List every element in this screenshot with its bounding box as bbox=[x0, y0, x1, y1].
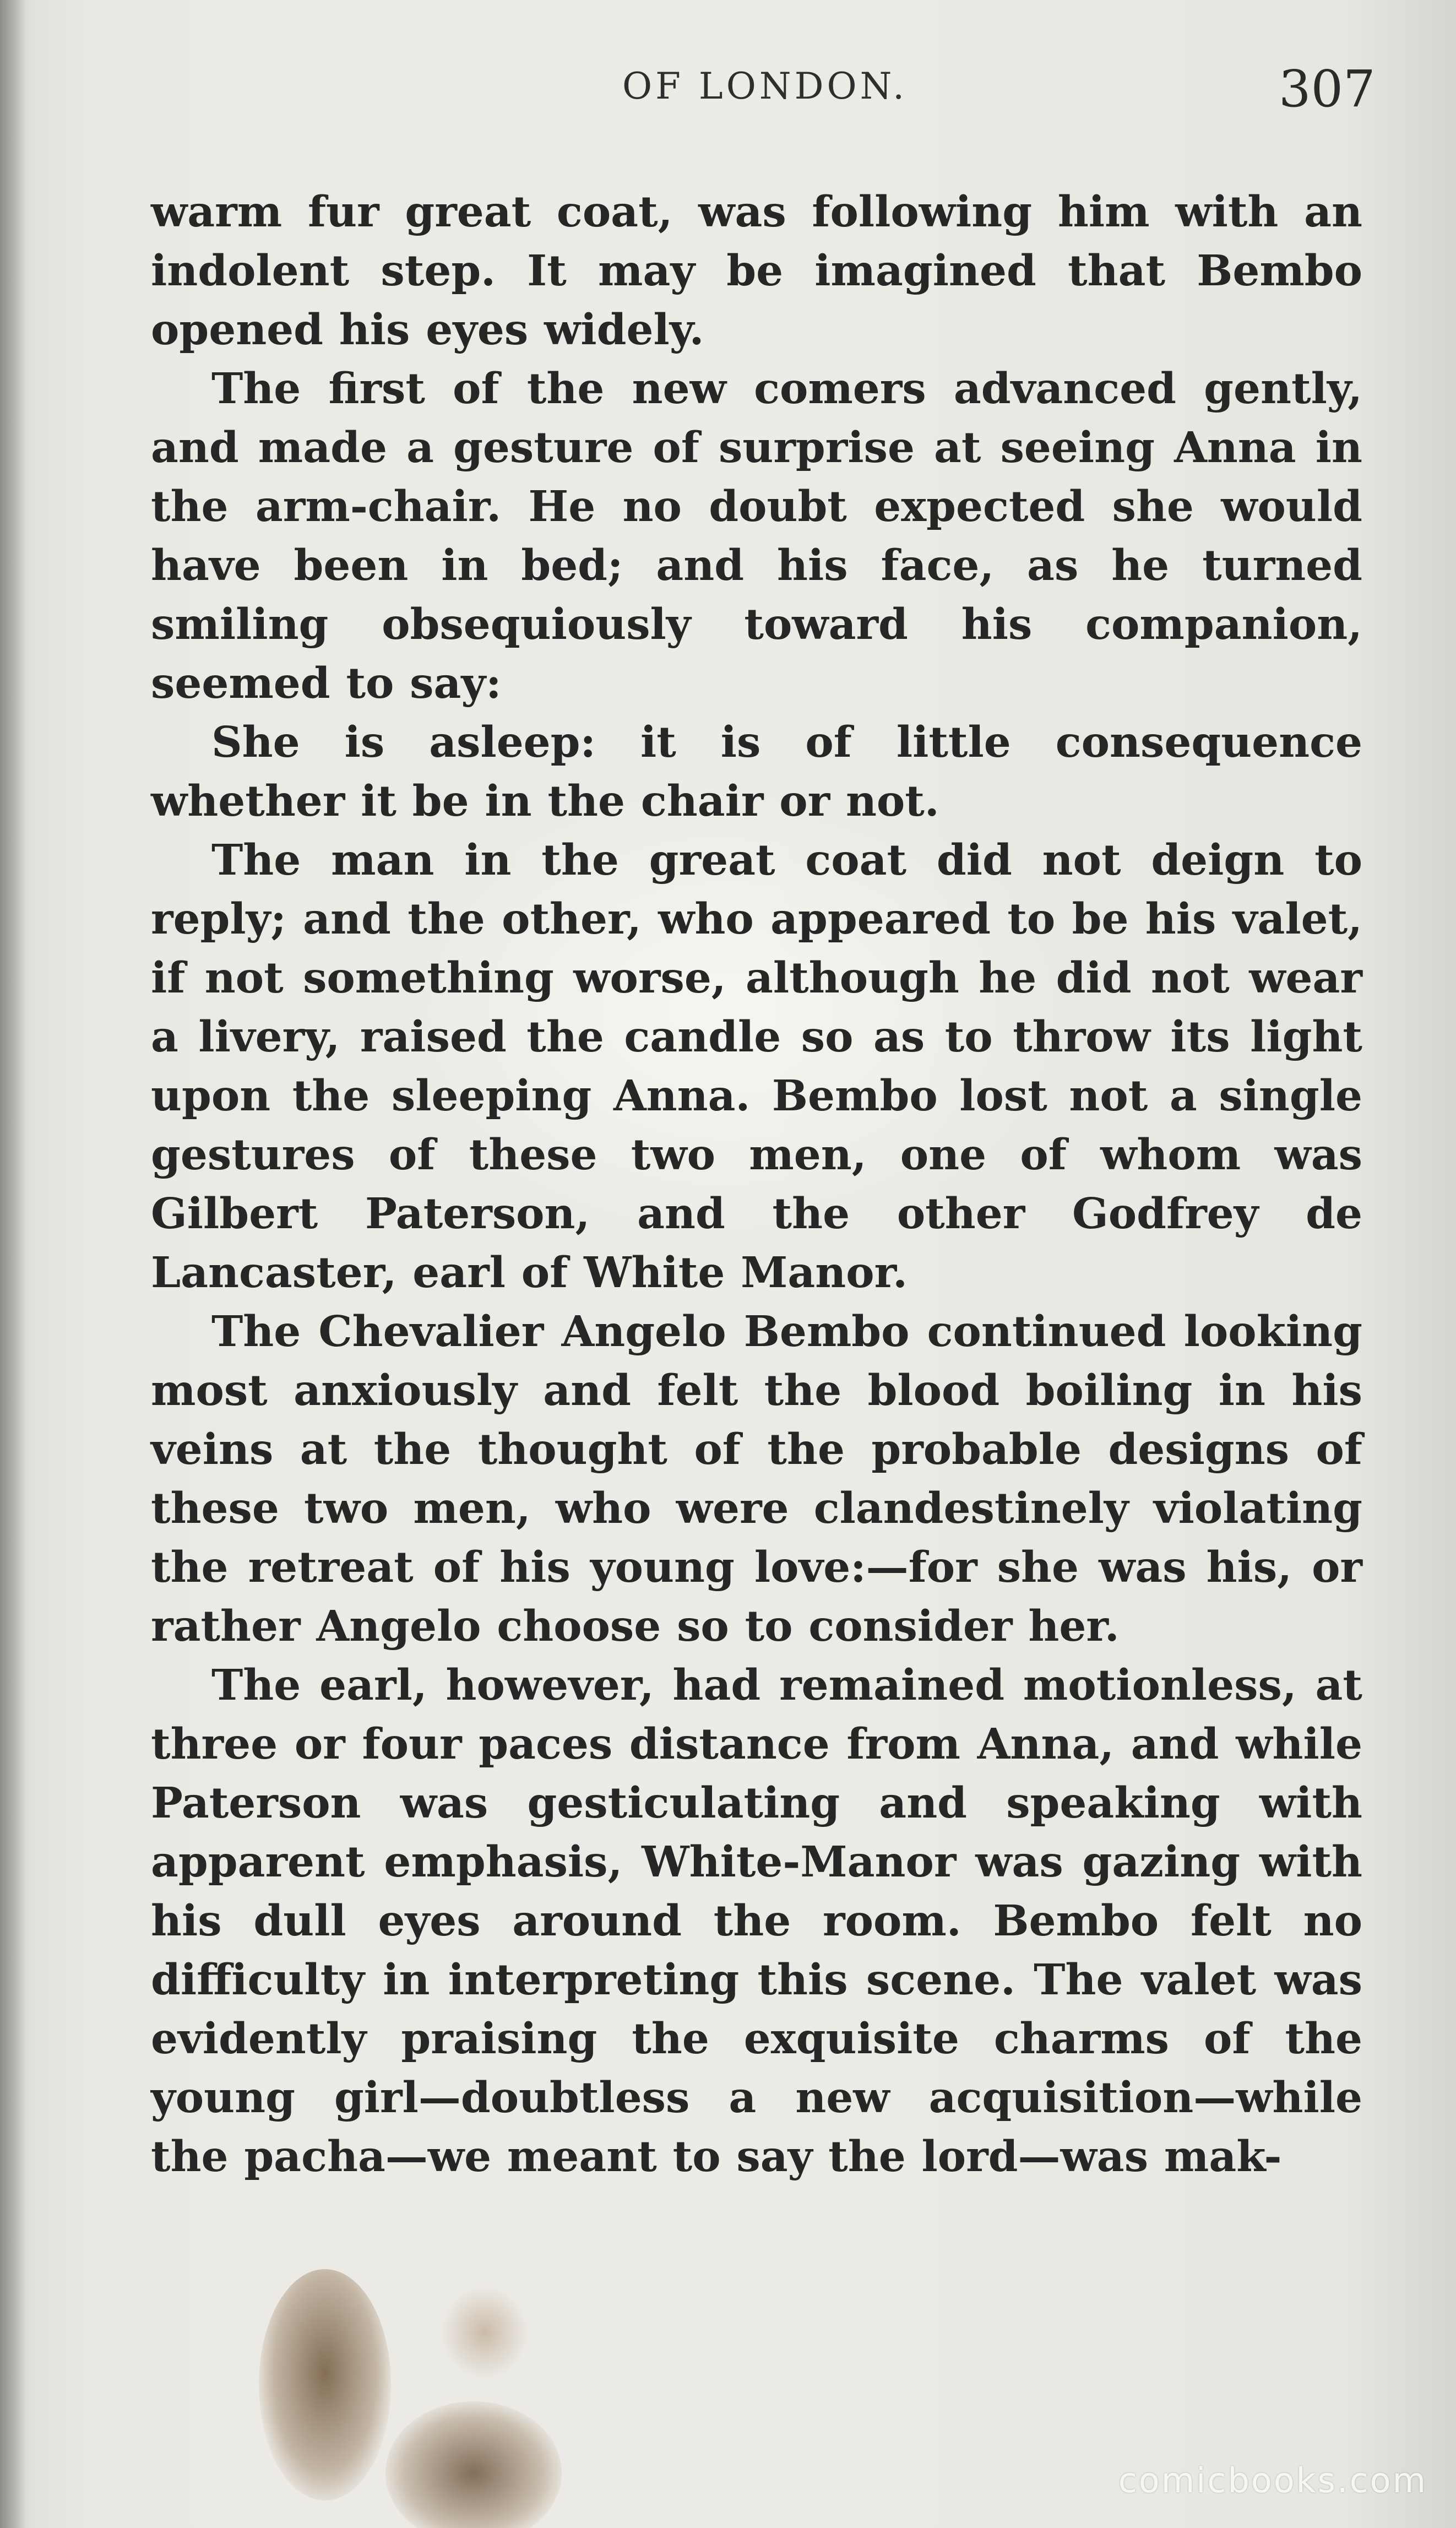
page-number: 307 bbox=[1279, 59, 1376, 118]
paragraph-1: warm fur great coat, was following him with an indolent step. It may be imagined that Bembo opened his eyes widely. bbox=[151, 187, 1362, 355]
running-header: OF LONDON. bbox=[622, 65, 908, 107]
water-stain bbox=[385, 2401, 562, 2528]
water-stain bbox=[441, 2286, 529, 2379]
paragraph-2: The first of the new comers advanced gently, and made a gesture of surprise at seeing Anna in the arm-chair. He no doubt expected she would have been in bed; and his face, as he turned smiling obsequiously toward his companion, seemed to say: bbox=[151, 364, 1362, 708]
paragraph-3: She is asleep: it is of little consequence whether it be in the chair or not. bbox=[151, 718, 1362, 826]
paragraph-5: The Chevalier Angelo Bembo continued looking most anxiously and felt the blood boiling in his veins at the thought of the probable designs of these two men, who were clandestinely violating the retreat of his young love:—for she was his, or rather Angelo choose so to consider her. bbox=[151, 1307, 1362, 1651]
paragraph-6: The earl, however, had remained motionless, at three or four paces distance from Anna, and while Paterson was gesticulating and speaking with apparent emphasis, White-Manor was gazing with his dull eyes around the room. Bembo felt no difficulty in interpreting this scene. The valet was evidently praising the exquisite charms of the young girl—doubtless a new acquisition—while the pacha—we meant to say the lord—was mak- bbox=[151, 1661, 1362, 2182]
body-text bbox=[151, 183, 1362, 2187]
paragraph-4: The man in the great coat did not deign to reply; and the other, who appeared to be his valet, if not something worse, although he did not wear a livery, raised the candle so as to throw its light upon the sleeping Anna. Bembo lost not a single gestures of these two men, one of whom was Gilbert Paterson, and the other Godfrey de Lancaster, earl of White Manor. bbox=[151, 836, 1362, 1298]
water-stain bbox=[259, 2269, 391, 2500]
page-edge-shadow bbox=[0, 0, 25, 2528]
site-watermark: comicbooks.com bbox=[1118, 2460, 1427, 2500]
